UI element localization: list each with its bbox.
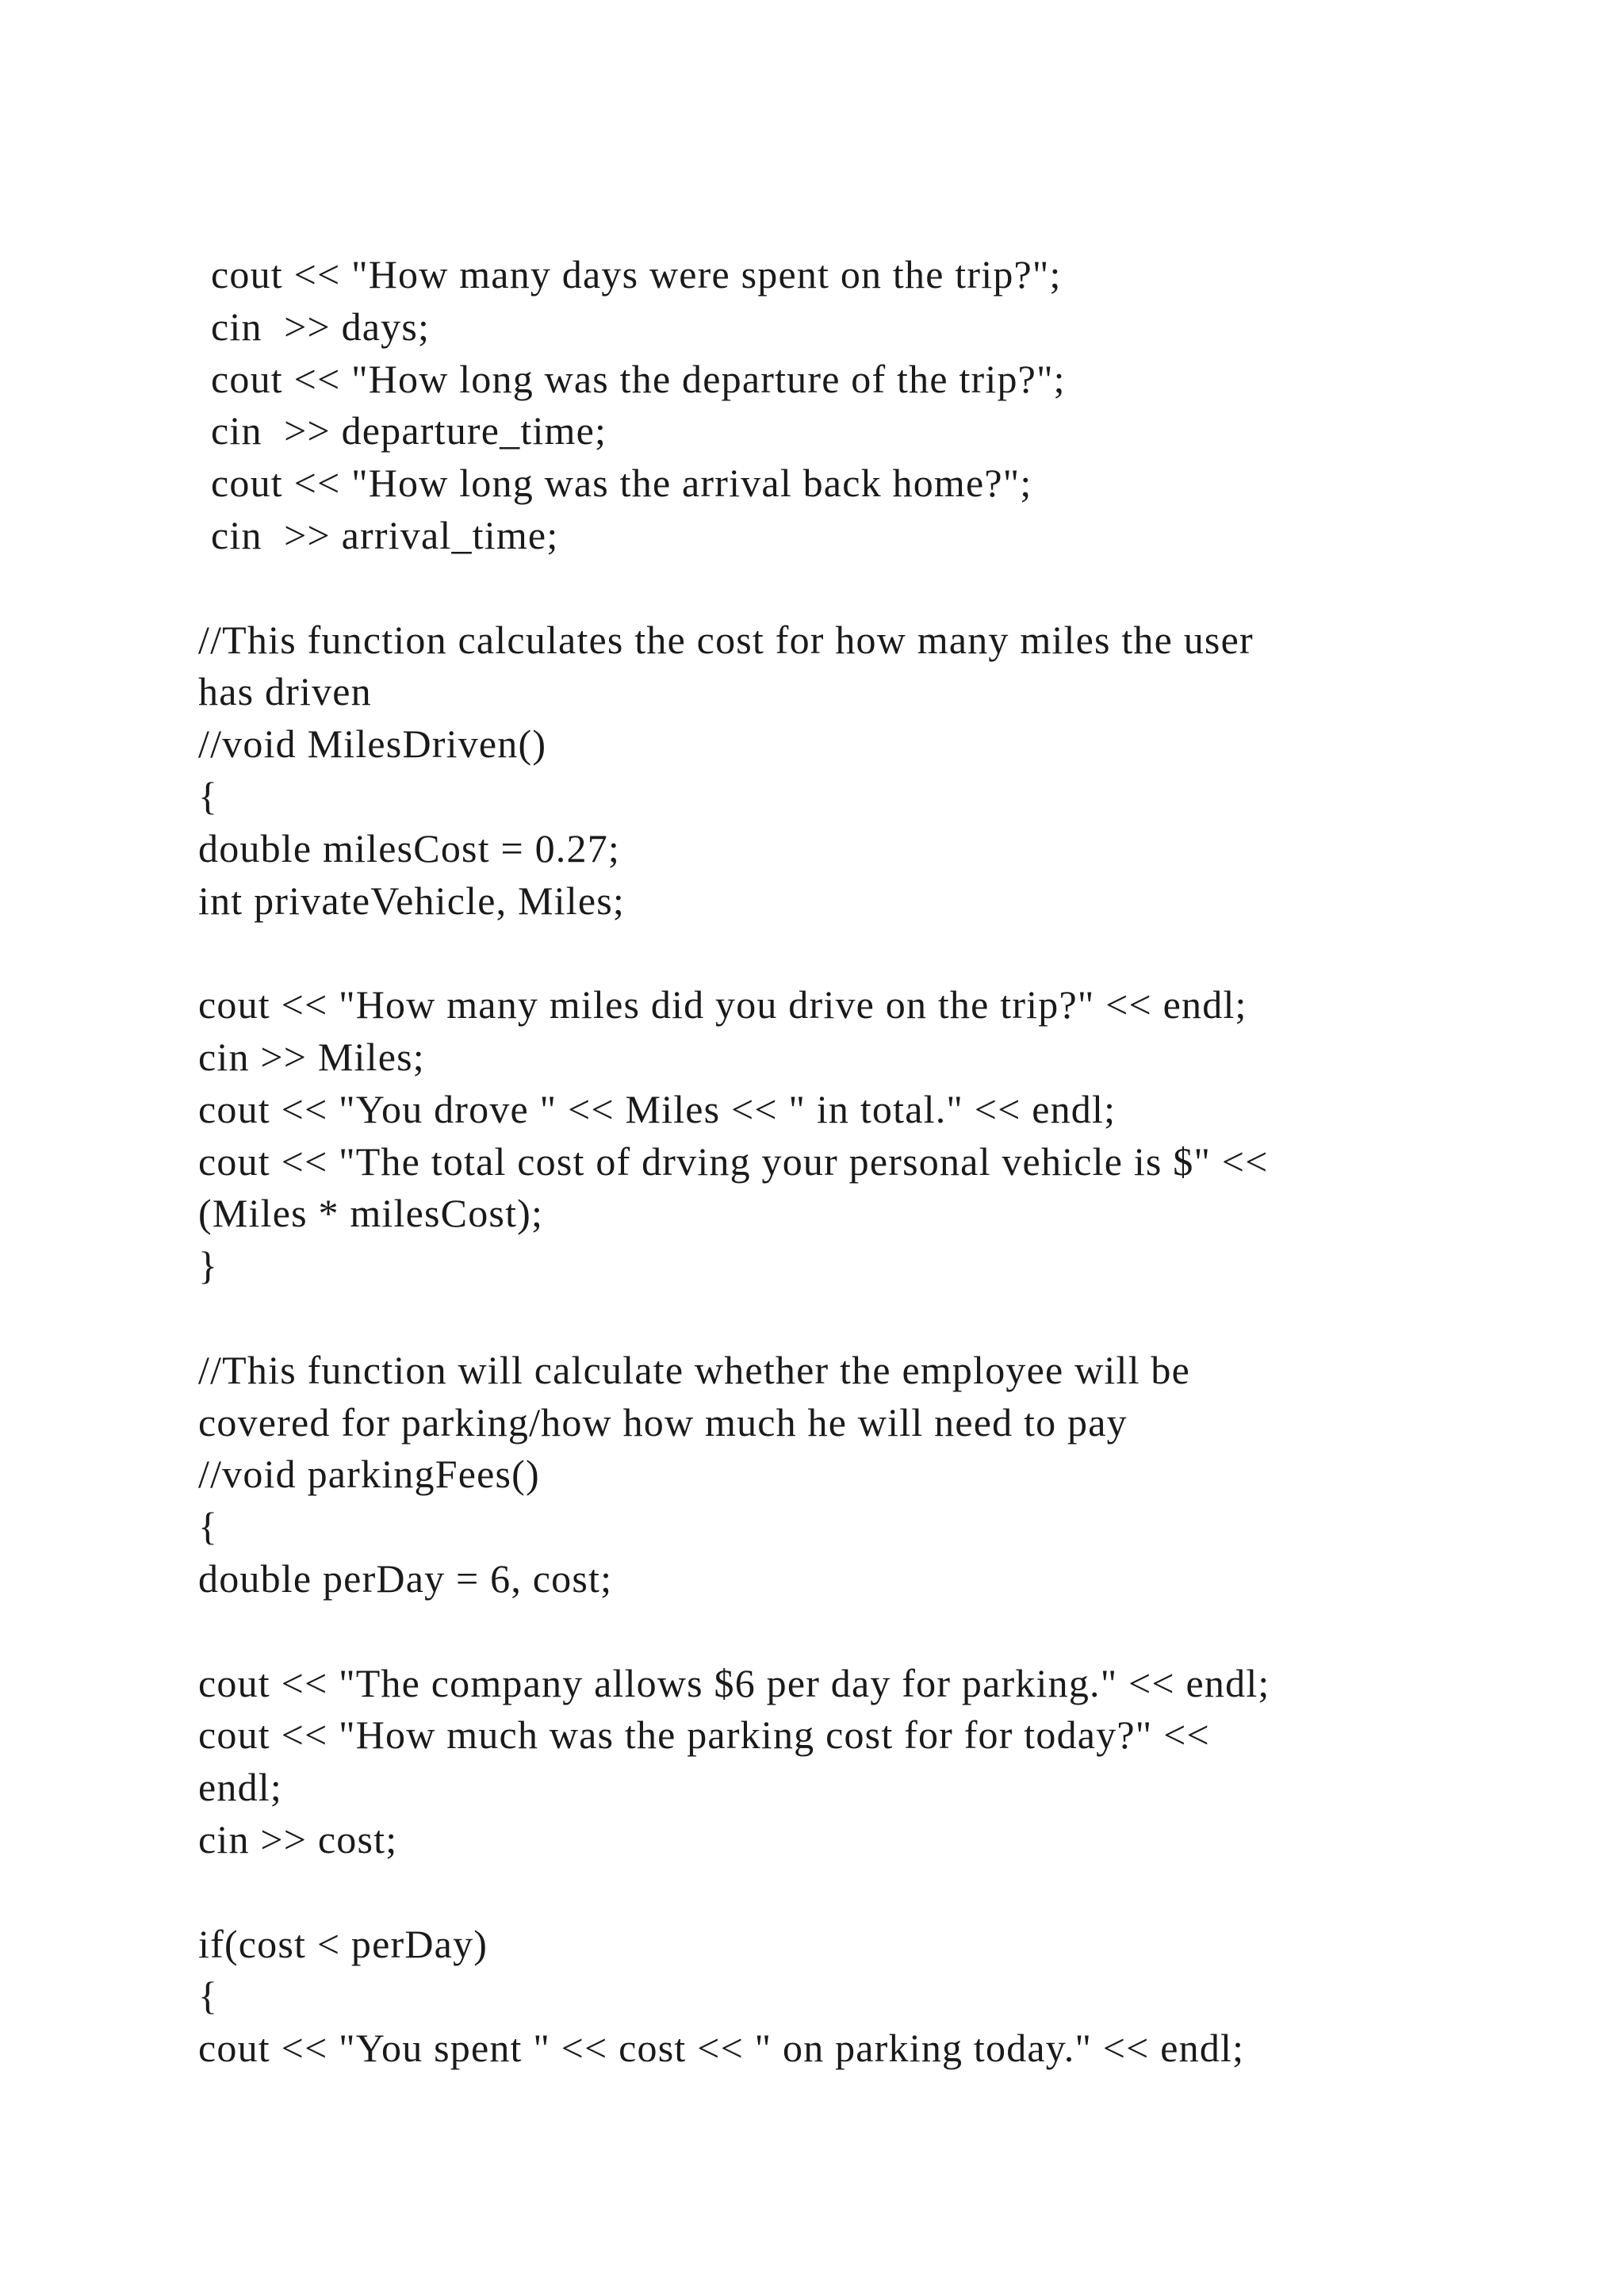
code-line: cin >> days; bbox=[211, 304, 431, 349]
code-block bbox=[198, 249, 1435, 2075]
code-line: cout << "You drove " << Miles << " in total." << endl; bbox=[198, 1086, 1116, 1131]
code-line: cout << "The company allows $6 per day for parking." << endl; bbox=[198, 1660, 1270, 1705]
blank-line bbox=[198, 1292, 1435, 1345]
code-line: { bbox=[198, 773, 219, 818]
code-line: (Miles * milesCost); bbox=[198, 1191, 544, 1236]
code-line: //This function will calculate whether the employee will be bbox=[198, 1347, 1190, 1392]
code-line: //void MilesDriven() bbox=[198, 721, 547, 767]
blank-line bbox=[198, 1605, 1435, 1658]
code-line: { bbox=[198, 1504, 219, 1549]
code-line: cout << "How long was the departure of the trip?"; bbox=[211, 356, 1066, 401]
code-line: cout << "How long was the arrival back home?"; bbox=[211, 461, 1032, 506]
code-line: } bbox=[198, 1243, 219, 1288]
code-line: has driven bbox=[198, 669, 372, 714]
blank-line bbox=[198, 1866, 1435, 1919]
code-line: cout << "How many days were spent on the trip?"; bbox=[211, 252, 1062, 297]
code-line: cout << "How many miles did you drive on the trip?" << endl; bbox=[198, 982, 1247, 1027]
code-line: //This function calculates the cost for how many miles the user bbox=[198, 617, 1254, 662]
code-line: cin >> cost; bbox=[198, 1816, 398, 1862]
code-line: covered for parking/how how much he will need to pay bbox=[198, 1399, 1128, 1445]
code-line: if(cost < perDay) bbox=[198, 1921, 488, 1966]
code-line: double milesCost = 0.27; bbox=[198, 825, 620, 871]
blank-line bbox=[198, 927, 1435, 979]
code-line: //void parkingFees() bbox=[198, 1452, 540, 1497]
code-line: cout << "The total cost of drving your personal vehicle is $" << bbox=[198, 1138, 1269, 1184]
code-line: cin >> arrival_time; bbox=[211, 512, 559, 557]
blank-line bbox=[198, 562, 1435, 614]
code-line: cout << "How much was the parking cost for for today?" << bbox=[198, 1712, 1210, 1758]
code-line: endl; bbox=[198, 1765, 282, 1810]
code-line: { bbox=[198, 1973, 219, 2019]
code-line: double perDay = 6, cost; bbox=[198, 1556, 613, 1601]
code-line: cout << "You spent " << cost << " on parking today." << endl; bbox=[198, 2026, 1245, 2071]
code-line: int privateVehicle, Miles; bbox=[198, 878, 626, 923]
code-line: cin >> departure_time; bbox=[211, 408, 607, 453]
code-line: cin >> Miles; bbox=[198, 1034, 425, 1079]
